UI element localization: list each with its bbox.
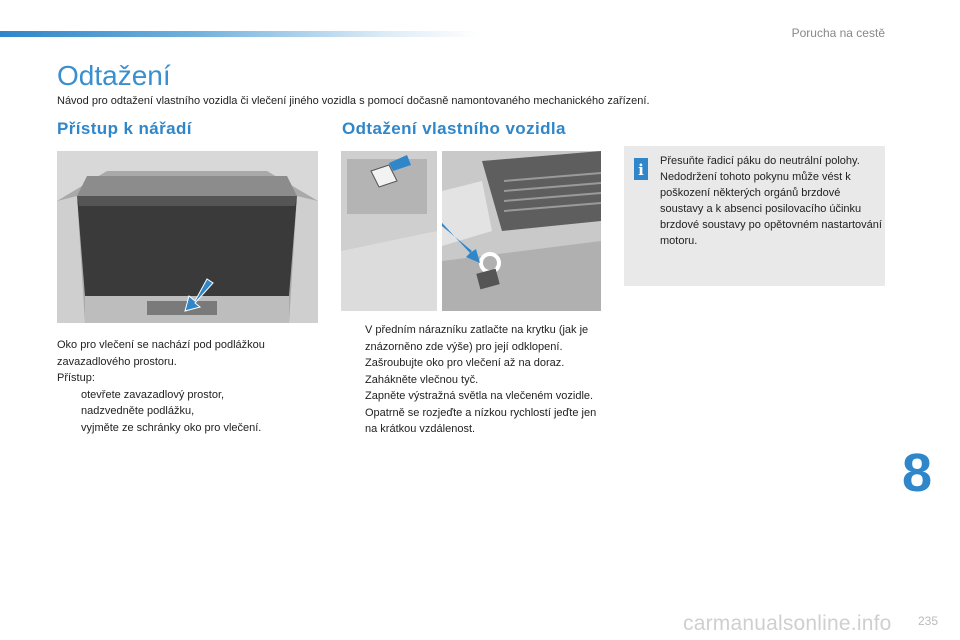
chapter-number: 8 bbox=[902, 443, 933, 503]
tool-access-text bbox=[57, 337, 307, 436]
paragraph-location: Oko pro vlečení se nachází pod podlážkou zavazadlového prostoru. bbox=[57, 339, 265, 368]
list-item: otevřete zavazadlový prostor, bbox=[81, 388, 225, 401]
section-heading-tool-access: Přístup k nářadí bbox=[57, 119, 192, 138]
chapter-title: Porucha na cestě bbox=[791, 26, 885, 40]
info-text bbox=[660, 153, 882, 249]
list-item: Zapněte výstražná světla na vlečeném vozidle. bbox=[365, 390, 594, 402]
list-item: Opatrně se rozjeďte a nízkou rychlostí jeďte jen na krátkou vzdálenost. bbox=[365, 406, 597, 435]
list-item: nadzvedněte podlážku, bbox=[81, 405, 195, 417]
section-heading-towing-own-vehicle: Odtažení vlastního vozidla bbox=[342, 119, 566, 138]
list-item: V předním nárazníku zatlačte na krytku (jak je znázorněno zde výše) pro její odklopení. bbox=[365, 324, 589, 353]
info-box bbox=[624, 146, 885, 286]
intro-text: Návod pro odtažení vlastního vozidla či vlečení jiného vozidla s pomocí dočasně namontovaného mechanického zařízení. bbox=[57, 95, 650, 107]
bumper-cover-photo bbox=[341, 151, 437, 311]
list-item: Zahákněte vlečnou tyč. bbox=[365, 373, 479, 386]
front-bumper-towing-eye-photo bbox=[442, 151, 601, 311]
trunk-floor-photo bbox=[57, 151, 318, 323]
info-text-neutral: Přesuňte řadicí páku do neutrální polohy. bbox=[660, 155, 860, 167]
watermark: carmanualsonline.info bbox=[683, 612, 892, 635]
list-item: Zašroubujte oko pro vlečení až na doraz. bbox=[365, 357, 565, 369]
info-text-warning: Nedodržení tohoto pokynu může vést k poškození některých orgánů brzdové soustavy a k absenci posilovacího účinku brzdové soustavy po opětovném nastartování motoru. bbox=[660, 171, 882, 247]
paragraph-access-label: Přístup: bbox=[57, 372, 95, 384]
header-accent-bar bbox=[0, 31, 480, 37]
page-number: 235 bbox=[917, 614, 938, 628]
towing-steps-text bbox=[341, 322, 611, 438]
info-icon: i bbox=[634, 158, 648, 180]
page-title: Odtažení bbox=[57, 60, 171, 91]
list-item: vyjměte ze schránky oko pro vlečení. bbox=[81, 421, 262, 434]
